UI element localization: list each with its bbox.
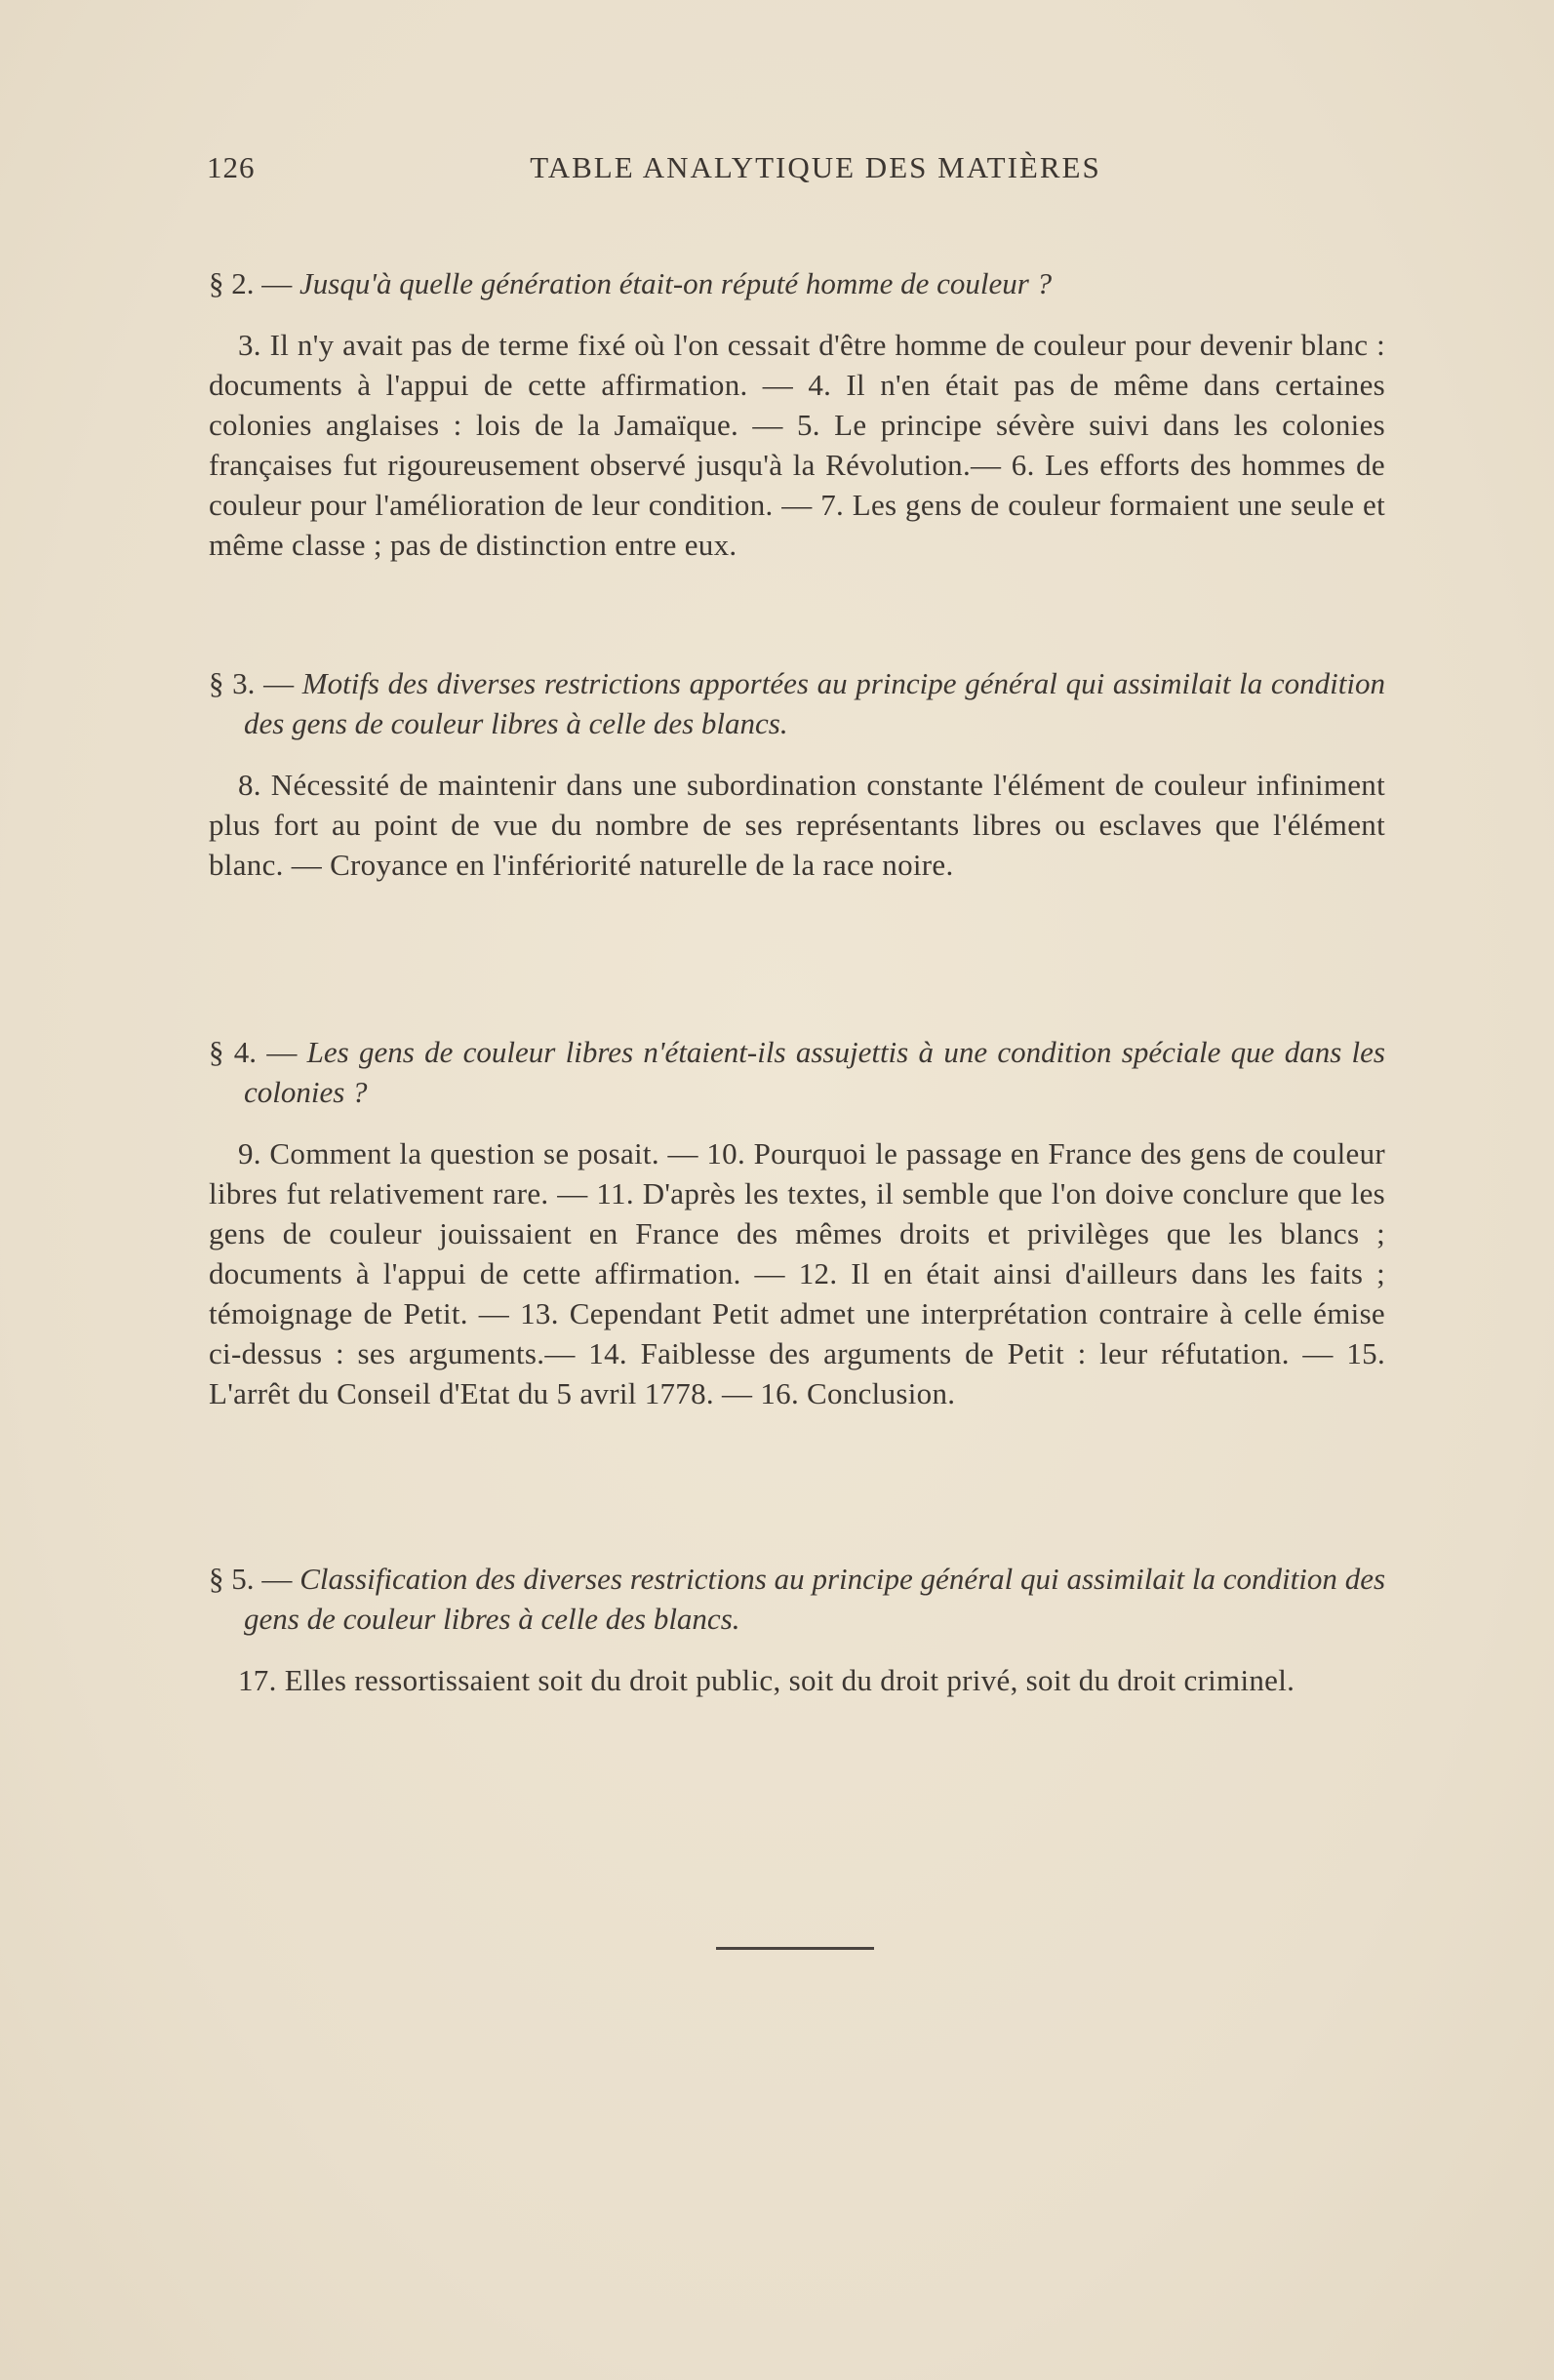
section-body: 9. Comment la question se posait. — 10. Pourquoi le passage en France des gens de couleur libres fut relativement rare. — 11. D'après les textes, il semble que l'on doive conclure que les gens de couleur jouissaient en France des mêmes droits et privilèges que les blancs ; documents à l'appui de cette affirmation. — 12. Il en était ainsi d'ailleurs dans les faits ; témoignage de Petit. — 13. Cependant Petit admet une interprétation contraire à celle émise ci-dessus : ses arguments.— 14. Faiblesse des arguments de Petit : leur réfutation. — 15. L'arrêt du Conseil d'Etat du 5 avril 1778. — 16. Conclusion. <box>209 1136 1385 1410</box>
section-2 <box>209 263 1385 565</box>
section-4 <box>209 1032 1385 1413</box>
section-body: 17. Elles ressortissaient soit du droit public, soit du droit privé, soit du droit criminel. <box>238 1663 1295 1697</box>
section-body: 8. Nécessité de maintenir dans une subordination constante l'élément de couleur infiniment plus fort au point de vue du nombre de ses représentants libres ou esclaves que l'élément blanc. — Croyance en l'infériorité naturelle de la race noire. <box>209 768 1385 882</box>
section-mark: § 5. — <box>209 1562 293 1596</box>
section-title: Jusqu'à quelle génération était-on réputé homme de couleur ? <box>299 266 1053 300</box>
end-rule <box>716 1947 874 1950</box>
section-body: 3. Il n'y avait pas de terme fixé où l'on cessait d'être homme de couleur pour devenir blanc : documents à l'appui de cette affirmation. — 4. Il n'en était pas de même dans certaines colonies anglaises : lois de la Jamaïque. — 5. Le principe sévère suivi dans les colonies françaises fut rigoureusement observé jusqu'à la Révolution.— 6. Les efforts des hommes de couleur pour l'amélioration de leur condition. — 7. Les gens de couleur formaient une seule et même classe ; pas de distinction entre eux. <box>209 328 1385 562</box>
section-title: Les gens de couleur libres n'étaient-ils assujettis à une condition spéciale que dans les colonies ? <box>244 1035 1385 1109</box>
section-heading <box>209 663 1385 743</box>
section-heading <box>209 1032 1385 1112</box>
section-heading <box>209 1559 1385 1639</box>
section-title: Classification des diverses restrictions au principe général qui assimilait la condition des gens de couleur libres à celle des blancs. <box>244 1562 1386 1636</box>
section-heading <box>209 263 1385 303</box>
section-mark: § 3. — <box>209 666 295 700</box>
section-title: Motifs des diverses restrictions apportées au principe général qui assimilait la condition des gens de couleur libres à celle des blancs. <box>244 666 1386 740</box>
section-5 <box>209 1559 1385 1700</box>
section-3 <box>209 663 1385 885</box>
page-header <box>207 150 1385 189</box>
section-mark: § 2. — <box>209 266 293 300</box>
running-title: TABLE ANALYTIQUE DES MATIÈRES <box>530 150 1101 184</box>
page-number: 126 <box>207 150 256 184</box>
section-mark: § 4. — <box>209 1035 298 1069</box>
